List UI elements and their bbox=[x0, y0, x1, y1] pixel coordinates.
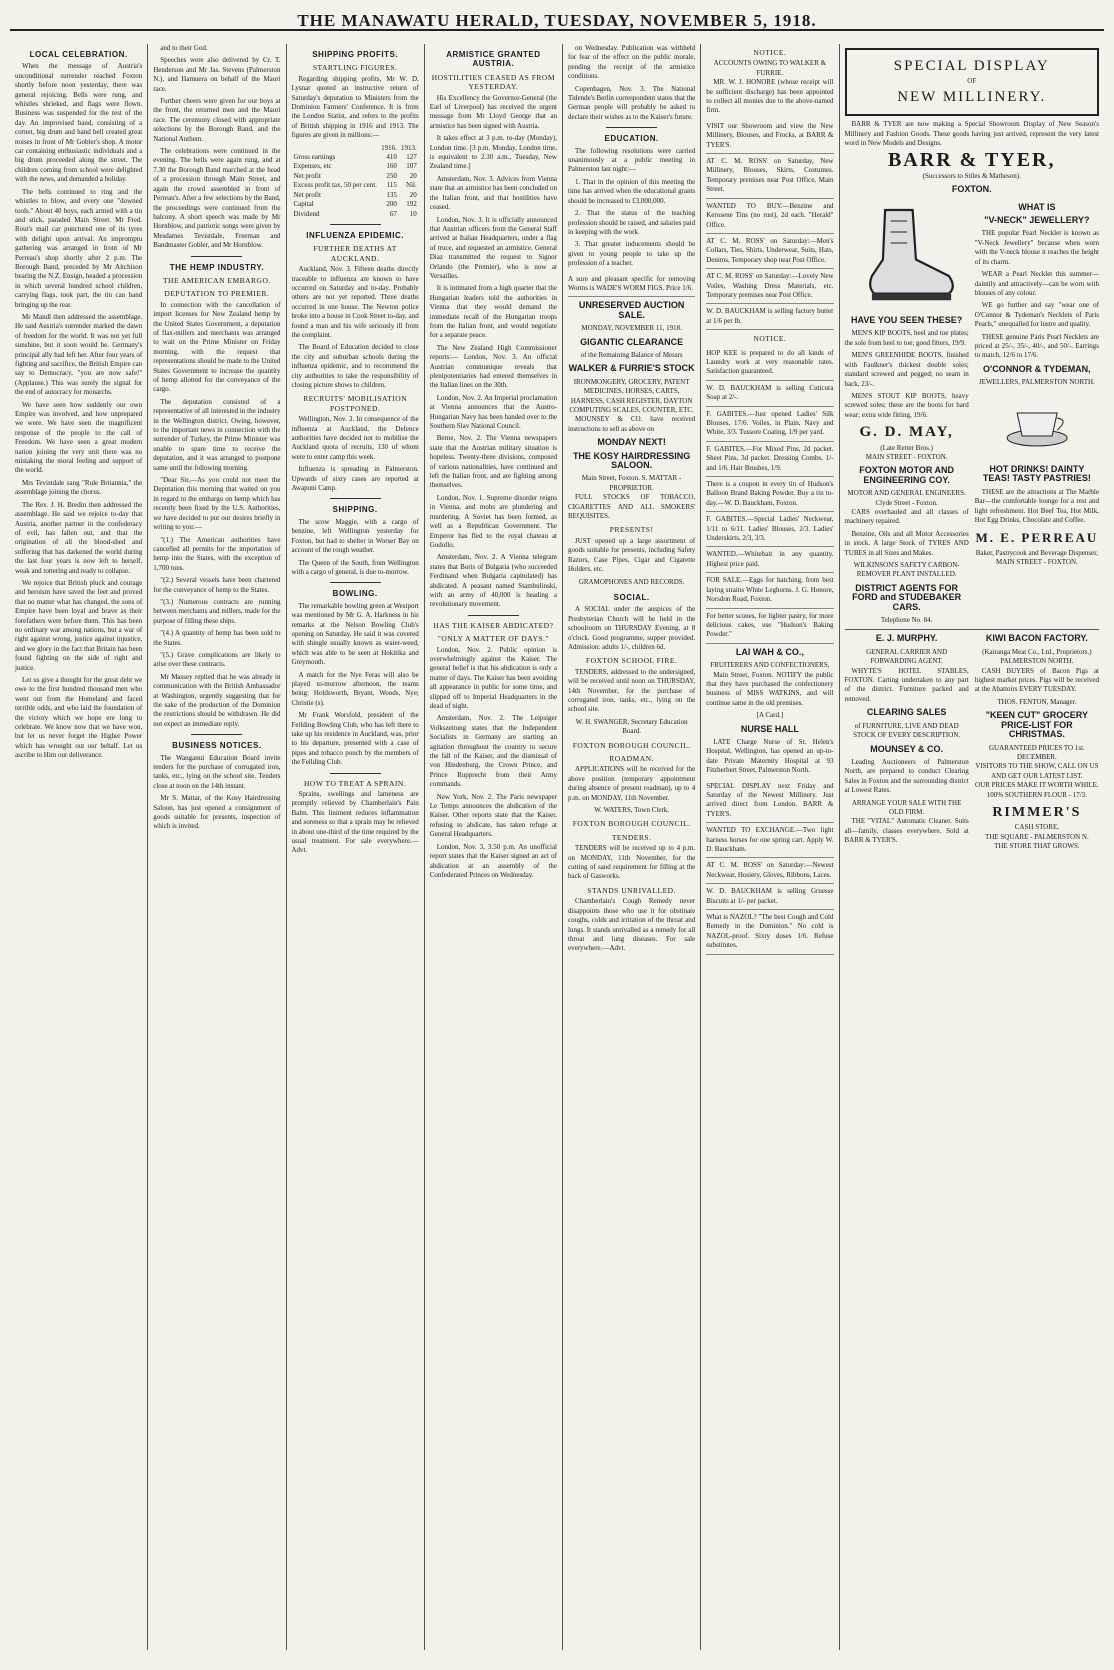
divider bbox=[468, 615, 519, 616]
paragraph: WHYTE'S HOTEL STABLES, FOXTON. Carting undertaken to any part of the district. Furniture packed and removed. bbox=[844, 666, 969, 703]
article-subheading: FURTHER DEATHS AT AUCKLAND. bbox=[313, 244, 397, 263]
table-cell: 67 bbox=[389, 209, 397, 218]
paragraph: Regarding shipping profits, Mr W. D. Lysnar quoted an instructive return of Saturday's deputation to Ministers from the Dominion Farmers' Conference. It is from the London Statist, and refers to the profits of British shipping in 1916 and 1913. The figures are given in millions:— bbox=[291, 74, 419, 140]
boot-icon bbox=[845, 199, 969, 309]
classified-ad: HOP KEE is prepared to do all kinds of Laundry work at very reasonable rates. Satisfaction guaranteed. bbox=[706, 346, 833, 381]
article-subheading: "ONLY A MATTER OF DAYS." bbox=[437, 634, 549, 644]
table-cell: 127 bbox=[406, 153, 417, 162]
table-cell: Excess profit tax, 50 per cent. bbox=[293, 181, 377, 190]
signature: W. H. SWANGER, Secretary Education Board. bbox=[575, 717, 688, 736]
table-cell: Net profit bbox=[293, 171, 321, 180]
article-subheading: STARTLING FIGURES. bbox=[312, 63, 398, 73]
paragraph: London, Nov. 2. An Imperial proclamation at Vienna announces that the Austro-Hungarian Navy has been handed over to the Southern Slav National Council. bbox=[429, 393, 557, 431]
divider bbox=[606, 127, 657, 128]
paragraph: "Dear Sir,—As you could not meet the Deputation this morning that waited on you in regard to the embargo on hemp which has recently been fixed by the U.S. Authorities, we have decided to put our desires briefly in writing to you:— bbox=[153, 476, 281, 532]
tea-cup-icon bbox=[975, 388, 1099, 458]
classified-ad: AT C. M. ROSS' on Saturday:—Men's Collars, Ties, Shirts, Underwear, Suits, Hats, Denims, Temporary shop near Post Office. bbox=[706, 234, 833, 269]
classified-ad: W. D. BAUCKHAM is selling Gruesse Biscuits at 1/- per packet. bbox=[706, 884, 833, 910]
article-subheading: HOSTILITIES CEASED AS FROM YESTERDAY. bbox=[431, 72, 555, 92]
article-subheading: PRESENTS! bbox=[609, 525, 654, 535]
table-cell: Nil. bbox=[406, 181, 417, 190]
paragraph: London, Nov. 3, 3.50 p.m. An unofficial report states that the Kaiser signed an act of abdication at an assembly of the Confederated Princes on Wednesday. bbox=[429, 842, 557, 879]
table-row bbox=[292, 181, 419, 190]
paragraph: Amsterdam, Nov. 2. A Vienna telegram states that Boris of Bulgaria (who succeeded Ferdinand when Bulgaria capitulated) has abdicated. A peasant named Stambulinski, with an army of 40,000 is heading a revolutionary movement. bbox=[429, 553, 557, 609]
auction-date: MONDAY, NOVEMBER 11, 1918. bbox=[581, 324, 682, 333]
classified-ad: W. D. BAUCKHAM is selling Cuticura Soap at 2/-. bbox=[706, 381, 833, 407]
telephone: Telephone No. 84. bbox=[880, 616, 933, 625]
laiwah-sub: FRUITERERS AND CONFECTIONERS, bbox=[710, 661, 830, 670]
arrange: ARRANGE YOUR SALE WITH THE OLD FIRM. bbox=[851, 798, 962, 816]
paragraph: THESE genuine Paris Pearl Necklets are priced at 25/-, 35/-, 40/-, and 50/-. Earrings to match, 12/6 to 17/6. bbox=[974, 332, 1099, 360]
paragraph: THESE are the attractions at The Marble Bar—the comfortable lounge for a rest and light refreshment. Hot Beef Tea, Hot Milk, Hot Egg Drinks, Chocolate and Coffee. bbox=[974, 487, 1099, 524]
article-subheading: NOTICE. bbox=[753, 334, 787, 344]
paragraph: CARS overhauled and all classes of machinery repaired. bbox=[844, 507, 969, 526]
kiwi-title: KIWI BACON FACTORY. bbox=[985, 633, 1088, 644]
paragraph: The deputation consisted of a representative of all interested in the industry in the Wellington district. Owing, however, to the important news in connection with the surrender of Turkey, the Prime Minister was unable to spare time to receive the deputation, and it was arranged to postpone same until the following morning. bbox=[153, 397, 281, 472]
article-subheading: TENDERS. bbox=[611, 832, 652, 842]
hot-drinks: HOT DRINKS! DAINTY TEAS! TASTY PASTRIES! bbox=[982, 463, 1091, 484]
column-2 bbox=[148, 44, 286, 1650]
of-label: OF bbox=[967, 77, 977, 86]
paragraph: TENDERS, addressed to the undersigned, will be received until noon on THURSDAY, 14th November, for the purchase of corrugated iron, tanks, etc., lying on the school site. bbox=[568, 667, 696, 714]
paragraph: Wellington, Nov. 3. In consequence of the influenza at Auckland, the Defence authorities have decided not to mobilise the Auckland quota of recruits, 130 of whom were to enter camp this week. bbox=[291, 415, 419, 461]
paragraph: Copenhagen, Nov. 3. The National Tidende's Berlin correspondent states that the German people will probably be asked to declare their wishes as to the Kaiser's future. bbox=[568, 84, 696, 121]
paragraph: The Rev. J. H. Bredin then addressed the assemblage. He said we rejoice to-day that Austria, another partner in the confederacy of evil, has fallen out, and that the origination of all the blood-shed and suffering that has darkened the world during the last four years is now left to herself, weak and tottering and ready to collapse. bbox=[15, 500, 143, 575]
classified-ad: FOR SALE.—Eggs for hatching, from best laying strains White Leghorns. J. G. Honore, Norsdon Road, Foxton. bbox=[706, 573, 833, 608]
flour: 100% SOUTHERN FLOUR - 17/3. bbox=[986, 790, 1087, 799]
article-subheading: FOXTON BOROUGH COUNCIL. bbox=[572, 819, 691, 829]
paragraph: MEN'S KIP BOOTS, heel and toe plates; the sole from heel to toe; good fitters, 19/9. bbox=[844, 329, 969, 347]
article-subheading: ROADMAN. bbox=[609, 754, 654, 763]
classified-ad: WANTED.—Whitebait in any quantity. Highest price paid. bbox=[706, 547, 833, 573]
may-title: G. D. MAY, bbox=[859, 424, 954, 441]
paragraph: BARR & TYER are now making a Special Showroom Display of New Season's Millinery and Fashion Goods. These goods having just arrived, represent the very latest word in New Models and Designs. bbox=[844, 120, 1099, 148]
column-6 bbox=[701, 44, 839, 1650]
rimmer-address: THE SQUARE - PALMERSTON N. bbox=[985, 832, 1089, 841]
paragraph: Chamberlain's Cough Remedy never disappoints those who use it for obstinate coughs, colds and irritation of the throat and lungs. It stands unrivalled as a remedy for all throat and lung diseases. For sale everywhere.—Advt. bbox=[568, 897, 696, 953]
table-cell: Expenses, etc bbox=[293, 162, 332, 171]
table-header-row bbox=[292, 144, 419, 153]
prices: OUR PRICES MAKE IT WORTH WHILE. bbox=[975, 781, 1099, 790]
paragraph: The scow Maggie, with a cargo of benzine, left Wellington yesterday for Foxton, but had to shelter in Worser Bay on account of the rough weather. bbox=[291, 517, 419, 555]
paragraph: 2. That the status of the teaching profession should be raised, and salaries paid in keeping with the work. bbox=[568, 209, 696, 236]
table-header-cell: 1913. bbox=[401, 143, 417, 152]
perreau-sub: Baker, Pastrycook and Beverage Dispenser, bbox=[975, 548, 1099, 557]
barr-tyer-title: BARR & TYER, bbox=[887, 149, 1056, 172]
paragraph: A SOCIAL under the auspices of the Presbyterian Church will be held in the schoolroom on THURSDAY Evening, at 8 o'clock. Good programme, supper provided. Admission: adults 1/-, children 6d. bbox=[568, 605, 696, 651]
paragraph: THE "VITAL" Automatic Cleaner. Suits all—family, classes everywhere. Sold at BARR & TYER'S. bbox=[844, 817, 969, 845]
card-label: [A Card.] bbox=[756, 711, 784, 720]
classified-ad: SPECIAL DISPLAY next Friday and Saturday of the Newest Millinery. Just arrived direct from London. BARR & TYER'S. bbox=[706, 779, 833, 824]
clearance-sub: of the Remaining Balance of Messrs bbox=[580, 350, 683, 359]
classified-ad: WANTED TO BUY.—Benzine and Kerosene Tins (no rust), 2d each. "Herald" Office. bbox=[706, 199, 833, 234]
article-heading: LOCAL CELEBRATION. bbox=[29, 50, 128, 59]
divider bbox=[330, 498, 381, 499]
paragraph: Leading Auctioneers of Palmerston North, are prepared to conduct Clearing Sales in Foxton and the surrounding district at Lowest Rates. bbox=[844, 757, 969, 795]
perreau-title: M. E. PERREAU bbox=[975, 530, 1099, 546]
signature: W. WATERS, Town Clerk. bbox=[594, 806, 670, 815]
classified-ad: There is a coupon in every tin of Hudson's Balloon Brand Baking Powder. Buy a tin to-day.—W. D. Bauckham, Foxton. bbox=[706, 477, 833, 512]
article-heading: BUSINESS NOTICES. bbox=[172, 741, 262, 751]
barr-town: FOXTON. bbox=[951, 184, 992, 195]
paragraph: THE popular Pearl Necklet is known as "V-Neck Jewellery" because when worn with the V-neck blouse it reaches the height of its charm. bbox=[974, 229, 1099, 266]
table-cell: Dividend bbox=[293, 209, 320, 218]
seen-heading: HAVE YOU SEEN THESE? bbox=[851, 315, 963, 326]
paragraph: "(5.) Grave complications are likely to arise over these contracts. bbox=[153, 650, 281, 669]
table-cell: 200 bbox=[386, 200, 397, 209]
table-cell: 20 bbox=[409, 171, 417, 180]
paragraph: We have seen how suddenly our own Empire was involved, and how unprepared we were. We have seen the magnificent response of the people to the call of Freedom. We have seen a great modern nation joining the very unit there was no mistaking the moral feeling and support of the world. bbox=[15, 400, 143, 475]
table-header-cell bbox=[292, 144, 380, 153]
what-is: WHAT IS bbox=[1018, 201, 1056, 212]
classified-ad: VISIT our Showroom and view the New Millinery, Blouses, and Frocks, at BARR & TYER'S. bbox=[706, 119, 833, 154]
article-subheading: HOW TO TREAT A SPRAIN. bbox=[304, 778, 407, 788]
classified-ad: F. GABITES.—For Mixed Pins, 2d packet. Sheet Pins, 3d packet. Dressing Combs, 1/- and 1/6. Hair Brushes, 1/9. bbox=[706, 442, 833, 477]
article-heading: ARMISTICE GRANTED AUSTRIA. bbox=[446, 50, 541, 69]
table-row bbox=[292, 191, 419, 200]
paragraph: We rejoice that British pluck and courage and heroism have saved the feet and proved that no matter what has changed, the sons of Empire have been loyal and brave as their forefathers were before them. This has been no ordinary war among nations, but a war of right against wrong, justice against injustice, and we glory in the fact that Britain has been found fighting on the side of right and justice. bbox=[15, 578, 143, 672]
murphy-ad bbox=[845, 630, 969, 851]
classified-ad: AT C. M. ROSS' on Saturday:—Lovely New Voiles, Washing Dress Materials, etc. Temporary premises near Post Office. bbox=[706, 269, 833, 304]
table-row bbox=[292, 210, 419, 219]
article-heading: SOCIAL. bbox=[613, 592, 650, 602]
table-cell: 135 bbox=[386, 190, 397, 199]
table-cell: Capital bbox=[293, 200, 314, 209]
store-grows: THE STORE THAT GROWS. bbox=[994, 842, 1080, 851]
paragraph: The remarkable bowling green at Westport was mentioned by Mr G. A. Harkness in his remarks at the Nelson Bowling Club's opening on Saturday. He said it was covered with shingle usually known as water-weed, which was able to be seen at Hokitika and Greymouth. bbox=[291, 601, 419, 667]
paragraph: and to their God. bbox=[160, 44, 208, 52]
motor-sub: MOTOR AND GENERAL ENGINEERS. bbox=[847, 489, 966, 498]
article-heading: SHIPPING PROFITS. bbox=[312, 50, 399, 59]
paragraph: Further cheers were given for our boys at the front, the returned men and the Maori race. The ceremony closed with appropriate selections by the Borough Band, and the National Anthem. bbox=[153, 97, 281, 143]
carbon-remover: WILKINSON'S SAFETY CARBON-REMOVER PLANT INSTALLED. bbox=[853, 561, 960, 579]
ad-row bbox=[845, 199, 1100, 626]
table-row bbox=[292, 200, 419, 209]
gramophones: GRAMOPHONES AND RECORDS. bbox=[578, 577, 685, 586]
oconnor-title: O'CONNOR & TYDEMAN, bbox=[983, 363, 1091, 374]
table-header-cell: 1916. bbox=[381, 143, 397, 152]
article-heading: SHIPPING. bbox=[332, 505, 378, 515]
table-cell: Net profit bbox=[293, 190, 321, 199]
kiwi-town: PALMERSTON NORTH. bbox=[1000, 657, 1074, 666]
paragraph: Influenza is spreading in Palmerston. Upwards of sixty cases are reported at Awapuni Camp. bbox=[291, 465, 419, 493]
article-subheading: FOXTON SCHOOL FIRE. bbox=[585, 656, 678, 666]
millinery-ad bbox=[845, 48, 1100, 116]
paragraph: When the message of Austria's unconditional surrender reached Foxton shortly before noon yesterday, there was general rejoicing. Bells were rung, and whistles shrieked, and flags were flown. Business was suspended for the rest of the day. An improvised band, consisting of a cornet, big drum and hand bell created great noises in front of Mr Gobler's shop. A motor car containing enthusiastic individuals and a big drum proceeded along the street. The children coming from school were delighted with the news, and demanded a holiday. bbox=[15, 62, 143, 184]
paragraph: Main Street, Foxton. NOTIFY the public that they have purchased the confectionery business of MISS WATKINS, and will continue same in the old premises. bbox=[706, 670, 834, 707]
paragraph: "(3.) Numerous contracts are running between merchants and millers, made for the purpose of filling these ships. bbox=[153, 597, 281, 625]
paragraph: Auckland, Nov. 3. Fifteen deaths directly traceable to influenza are known to have occurred on Saturday and to-day. Probably others are not yet reported. Three deaths occurred in one house. The Newton police broke into a house in Cook Street to-day, and found a man and his wife seriously ill from the complaint. bbox=[291, 265, 419, 339]
motor-address: Clyde Street - Foxton. bbox=[875, 498, 938, 507]
article-subheading: HAS THE KAISER ABDICATED? bbox=[433, 620, 554, 630]
paragraph: The Wanganui Education Board invite tenders for the purchase of corrugated iron, tanks, etc., lying on the school site. Tenders close at noon on the 14th instant. bbox=[153, 753, 281, 790]
newspaper-page bbox=[10, 10, 1104, 1650]
classified-ad: F. GABITES.—Special Ladies' Neckwear, 1/11 to 6/11. Ladies' Blouses, 2/3. Ladies' Underskirts, 2/3, 3/3. bbox=[706, 512, 833, 547]
clearing-heading: CLEARING SALES bbox=[866, 707, 947, 718]
paragraph: Sprains, swellings and lameness are promptly relieved by Chamberlain's Pain Balm. This liniment reduces inflammation and soreness so that a sprain may be relieved in about one-third of the time required by the usual treatment. For sale everywhere.—Advt. bbox=[291, 790, 419, 855]
jewellers: JEWELLERS, PALMERSTON NORTH. bbox=[978, 378, 1095, 387]
agents: DISTRICT AGENTS FOR FORD and STUDEBAKER CARS. bbox=[852, 582, 962, 612]
paragraph: MR. W. J. HONORE (whose receipt will be sufficient discharge) has been appointed to collect all monies due to the above-named firm. bbox=[706, 78, 834, 115]
murphy-sub: GENERAL CARRIER AND FORWARDING AGENT. bbox=[866, 647, 948, 666]
table-cell: 192 bbox=[406, 200, 417, 209]
article-subheading: FOXTON BOROUGH COUNCIL. bbox=[572, 740, 691, 750]
article-subheading: RECRUITS' MOBILISATION POSTPONED. bbox=[303, 394, 408, 413]
paragraph: Let us give a thought for the great debt we owe to the first hundred thousand men who went out from the Homeland and faced terrible odds, and who laid the foundation of the victory which we hope ere long to celebrate. We know now that we have won, but let us never forget the Higher Power which has wrought out our behalf. Let us ascribe to Him our deliverance. bbox=[15, 676, 143, 760]
firm-name: WALKER & FURRIE'S STOCK bbox=[568, 363, 695, 374]
paragraph: It is intimated from a high quarter that the Hungarian leaders told the authorities in Vienna that they would demand the immediate recall of the Hungarian troops from the Italian front, and would negotiate for a separate peace. bbox=[429, 284, 557, 340]
paragraph: Mr S. Mattar, of the Kosy Hairdressing Saloon, has just opened a consignment of goods suitable for presents, inspection of which is invited. bbox=[153, 794, 281, 831]
paragraph: Berne, Nov. 2. The Vienna newspapers state that the Austrian military situation is hopeless. Twenty-three divisions, composed of various nationalities, have continued and left the Italian front, and are fighting among themselves. bbox=[429, 434, 557, 490]
paragraph: WEAR a Pearl Necklet this summer—daintily and attractively—can be worn with blouses of any colour. bbox=[974, 270, 1099, 297]
column-5 bbox=[563, 44, 701, 1650]
article-subheading: THE AMERICAN EMBARGO. bbox=[162, 275, 271, 285]
paragraph: In connection with the cancellation of import licenses for New Zealand hemp by the United States Government, a deputation of flax-millers and merchants was arranged to wait on the Prime Minister on Friday morning, with the request that representations should be made to the United States Government to increase the quantity of hemp allotted for the conveyance of the cargo. bbox=[153, 300, 281, 394]
paragraph: MEN'S STOUT KIP BOOTS, heavy screwed soles; these are the boots for hard wear; extra wide fitting, 19/6. bbox=[844, 391, 969, 419]
table-cell: 410 bbox=[386, 153, 397, 162]
paragraph: New York, Nov. 2. The Paris newspaper Le Temps announces the abdication of the Kaiser. Other reports state that the Kaiser, refusing to abdicate, has taken refuge at General Headquarters. bbox=[429, 792, 557, 839]
article-subheading: DEPUTATION TO PREMIER. bbox=[164, 289, 270, 299]
profits-table bbox=[292, 144, 419, 219]
clearance-heading: GIGANTIC CLEARANCE bbox=[580, 336, 684, 347]
paragraph: The Queen of the South, from Wellington with a cargo of general, is due to-morrow. bbox=[291, 558, 419, 576]
classified-ad: What is NAZOL? "The best Cough and Cold Remedy in the Dominion." No cold is NAZOL-proof. Sixty doses 1/6. Refuse substitutes. bbox=[706, 910, 833, 955]
paragraph: Benzine, Oils and all Motor Accessories in stock. A large Stock of TYRES AND TUBES in all Sizes and Makes. bbox=[844, 529, 969, 557]
paragraph: His Excellency the Governor-General (the Earl of Liverpool) has received the urgent message from Mr Lloyd George that an armistice has been signed with Austria. bbox=[429, 93, 557, 130]
paragraph: LATE Charge Nurse of St. Helen's Hospital, Wellington, has opened an up-to-date Private Maternity Hospital at 93 Fitzherbert Street, Palmerston North. bbox=[706, 737, 834, 775]
paragraph: It takes effect at 3 p.m. to-day (Monday), London time. [3 p.m. Monday, London time, is equivalent to 2.30 a.m., Tuesday, New Zealand time.] bbox=[429, 134, 557, 171]
nurse-heading: NURSE HALL bbox=[740, 723, 799, 734]
millinery-title: NEW MILLINERY. bbox=[897, 88, 1047, 105]
vneck-title: "V-NECK" JEWELLERY? bbox=[984, 215, 1090, 226]
paragraph: APPLICATIONS will be received for the above position (temporary appointment during absence of present roadman), up to 4 p.m. on MONDAY, 11th November. bbox=[568, 765, 696, 802]
clearance-items: IRONMONGERY, GROCERY, PATENT MEDICINES, HORSES, CARTS, HARNESS, CASH REGISTER, DAYTON COMPUTING SCALES, COUNTER, ETC. bbox=[569, 377, 694, 414]
paragraph: London, Nov. 3. It is officially announced that Austrian officers from the General Staff arrived at Italian Headquarters, under a flag of truce, and requested an armistice. General Diaz transmitted the request to Signor Orlando (the Premier), who is now at Versailles. bbox=[429, 215, 557, 280]
table-row bbox=[292, 172, 419, 181]
paragraph: London, Nov. 1. Supreme disorder reigns in Vienna, and mobs are plundering and murdering. A Soviet has been formed, as well as a Republican Government. The Emperor has fled to the royal chateau at Godollo. bbox=[429, 493, 557, 549]
table-cell: 20 bbox=[409, 190, 417, 199]
article-heading: EDUCATION. bbox=[604, 134, 659, 144]
divider bbox=[191, 734, 242, 735]
auction-heading: UNRESERVED AUCTION SALE. bbox=[578, 300, 685, 320]
clearing-text: of FURNITURE, LIVE AND DEAD STOCK OF EVERY DESCRIPTION. bbox=[853, 721, 961, 740]
paragraph: JUST opened up a large assortment of goods suitable for presents, including Safety Razors, Case Pipes, Cigar and Cigarette Holders, etc. bbox=[568, 536, 696, 574]
visitors: VISITORS TO THE SHOW, CALL ON US AND GET OUR LATEST LIST. bbox=[975, 762, 1099, 780]
worm-figs-ad: A sure and pleasant specific for removing Worms is WADE'S WORM FIGS. Price 1/6. bbox=[568, 272, 695, 298]
paragraph: "(2.) Several vessels have been chartered for the conveyance of hemp to the States. bbox=[153, 576, 281, 594]
article-subheading: STANDS UNRIVALLED. bbox=[587, 885, 676, 895]
article-heading: INFLUENZA EPIDEMIC. bbox=[306, 230, 404, 240]
table-cell: 250 bbox=[386, 171, 397, 180]
table-row bbox=[292, 162, 419, 171]
classified-ad: For better scones, for lighter pastry, for more delicious cakes, use "Hudson's Baking Powder." bbox=[706, 609, 833, 644]
paragraph: MOUNSEY & CO. have received instructions to sell as above on bbox=[568, 415, 696, 433]
paragraph: A match for the Nye Feras will also be played to-morrow afternoon, the teams being: Holdsworth, Bryant, Woods, Nye; Christie (s). bbox=[291, 670, 419, 707]
laiwah-heading: LAI WAH & CO., bbox=[735, 646, 804, 657]
paragraph: The New Zealand High Commissioner reports:— London, Nov. 3. An official Austrian communique reveals that plenipotentiaries had entered themselves in the Italian lines on the 30th. bbox=[429, 343, 557, 390]
jewellery-ad bbox=[975, 199, 1099, 626]
column-3 bbox=[287, 44, 425, 1650]
paragraph: "(4.) A quantity of hemp has been sold to the States. bbox=[153, 629, 281, 647]
paragraph: Amsterdam, Nov. 3. Advices from Vienna state that an armistice has been concluded on the Italian front, and that hostilities have ceased. bbox=[429, 174, 557, 212]
table-cell: 107 bbox=[406, 162, 417, 171]
guaranteed: GUARANTEED PRICES TO 1st. DECEMBER. bbox=[988, 743, 1085, 761]
rimmer-sub: CASH STORE, bbox=[1014, 823, 1059, 832]
mounsey-title: MOUNSEY & CO. bbox=[870, 743, 944, 754]
murphy-title: E. J. MURPHY. bbox=[875, 633, 938, 644]
table-cell: 115 bbox=[386, 181, 397, 190]
divider bbox=[330, 224, 381, 225]
paragraph: CASH BUYERS of Bacon Pigs at highest market prices. Pigs will be received at the Abattoirs EVERY TUESDAY. bbox=[974, 666, 1099, 694]
perreau-address: MAIN STREET - FOXTON. bbox=[995, 558, 1078, 567]
classified-ad: AT C. M. ROSS' on Saturday, New Millinery, Blouses, Skirts, Costumes. Temporary premises near Post Office, Main Street. bbox=[706, 154, 833, 199]
accounts-heading: ACCOUNTS OWING TO WALKER & FURRIE. bbox=[713, 59, 827, 77]
kosy-sub: Main Street, Foxton. S. MATTAR - PROPRIETOR. bbox=[581, 474, 682, 492]
manager: THOS. FENTON, Manager. bbox=[997, 697, 1077, 706]
paragraph: The celebrations were continued in the evening. The bells were again rung, and at 7.30 the Borough Band marched at the head of a procession through Main Street, and again the crowd assembled in front of Perreau's. After a few selections by the Band, the proceedings were continued from the balcony. A short speech was made by Mr Hornblow, and patriotic songs were given by Mesdames Tevistdale, Freeman and Bandmaster Gobler, and Mr Hornblow. bbox=[153, 147, 281, 250]
paragraph: Mr Mandl then addressed the assemblage. He said Austria's surrender marked the dawn of freedom for the world. It was not yet full sunshine, but it soon would be. Germany's principal ally had left her. After four years of fighting and sacrifice, the British Empire can say to Democracy, "you are now safe!" (Applause.) This was surely the signal for the end of autocracy for monarchs. bbox=[15, 312, 143, 397]
barr-sub: (Successors to Stiles & Matheson). bbox=[922, 171, 1021, 180]
paragraph: The following resolutions were carried unanimously at a public meeting in Palmerston last night:— bbox=[568, 146, 696, 174]
article-heading: THE HEMP INDUSTRY. bbox=[169, 262, 265, 272]
paragraph: Speeches were also delivered by Cr. T. Henderson and Mr Jas. Stevens (Palmerston N.), and Hamuera on behalf of the Maori race. bbox=[153, 56, 281, 93]
special-display-title: SPECIAL DISPLAY bbox=[893, 58, 1050, 74]
divider bbox=[191, 256, 242, 257]
paragraph: The bells continued to ring and the whistles to blow, and every one "downed tools." About 40 boys, each armed with a tin and stick, paraded Main Street. Mr Fred. Rout's mail car punctured one of its tyres with delight upon arrival. An impromptu gathering was arranged in front of Mr Perreau's shop shortly after 2 p.m. The Borough Band, preceded by Mr Aitchison bearing the N.Z. Ensign, headed a procession in which several hundred school children, carrying flags, took part, the tin can band bringing up the rear. bbox=[15, 187, 143, 309]
paragraph: TENDERS will be received up to 4 p.m. on MONDAY, 11th November, for the cutting of sand requirement for filling at the back of Gasworks. bbox=[568, 844, 696, 881]
table-cell: Gross earnings bbox=[293, 153, 336, 162]
paragraph: 1. That in the opinion of this meeting the time has arrived when the educational grants should be increased to £3,000,000. bbox=[568, 177, 696, 205]
keen-cut: "KEEN CUT" GROCERY PRICE-LIST FOR CHRISTMAS. bbox=[985, 710, 1088, 740]
paragraph: "(1.) The American authorities have cancelled all permits for the importation of hemp into the States, with the exception of 1,700 tons. bbox=[153, 535, 281, 572]
may-sub: (Late Retter Bros.) bbox=[880, 443, 933, 452]
monday-next: MONDAY NEXT! bbox=[597, 437, 666, 448]
masthead: THE MANAWATU HERALD, TUESDAY, NOVEMBER 5, 1918. bbox=[10, 10, 1104, 31]
paragraph: WE go further and say "wear one of O'Connor & Tydeman's Necklets of Paris Pearls," unequalled for lustre and quality. bbox=[974, 301, 1099, 329]
ad-row bbox=[845, 629, 1100, 851]
paragraph: FULL STOCKS OF TOBACCO, CIGARETTES AND ALL SMOKERS' REQUISITES. bbox=[568, 493, 696, 521]
table-cell: 160 bbox=[386, 162, 397, 171]
divider bbox=[330, 773, 381, 774]
paragraph: on Wednesday. Publication was withheld for fear of the effect on the public morale, pending the receipt of the armistice conditions. bbox=[568, 44, 696, 81]
table-cell: 10 bbox=[409, 209, 417, 218]
boots-ad bbox=[845, 199, 969, 626]
rimmer-title: RIMMER'S bbox=[992, 804, 1082, 820]
column-7 bbox=[840, 44, 1105, 1650]
divider bbox=[330, 582, 381, 583]
paragraph: Amsterdam, Nov. 2. The Leipsiger Volkszeitung states that the Independent Socialists in Germany are starting an agitation throughout the country to secure the fall of the Kaiser, and the dismissal of von Hindenburg, the Crown Prince, and Prince Rupprecht from their Army commands. bbox=[429, 714, 557, 789]
kosy-heading: THE KOSY HAIRDRESSING SALOON. bbox=[572, 450, 691, 471]
article-subheading: NOTICE. bbox=[753, 48, 787, 57]
article-heading: BOWLING. bbox=[332, 589, 378, 599]
classified-ad: W. D. BAUCKHAM is selling factory butter at 1/6 per lb. bbox=[706, 304, 833, 330]
may-address: MAIN STREET - FOXTON. bbox=[865, 452, 948, 461]
columns bbox=[10, 44, 1104, 1650]
motor-heading: FOXTON MOTOR AND ENGINEERING COY. bbox=[859, 465, 955, 485]
classified-ad: WANTED TO EXCHANGE.—Two light harness horses for one spring cart. Apply W. D. Bauckham. bbox=[706, 823, 833, 858]
paragraph: Mr Frank Worsfold, president of the Feilding Bowling Club, who has left there to take up his residence in Auckland, was, prior to his departure, presented with a case of pipes and tobacco pouch by the members of the Feilding Club. bbox=[291, 711, 419, 767]
column-1 bbox=[10, 44, 148, 1650]
kiwi-ad bbox=[975, 630, 1099, 851]
paragraph: Mr Massey replied that he was already in communication with the British Ambassador at Washington, urgently suggesting that for the sake of the production of the Dominion the restrictions should be withdrawn. He did not expect an immediate reply. bbox=[153, 672, 281, 728]
paragraph: MEN'S GREENHIDE BOOTS, finished with Faulkner's thickest double soles; standard screwed and pegged; no seam in back, 23/-. bbox=[844, 351, 969, 388]
paragraph: London, Nov. 2. Public opinion is overwhelmingly against the Kaiser. The general belief is that his abdication is only a matter of days. The Kaiser has been avoiding all appearance in public for some time, and slipped off to Imperial Headquarters in the dead of night. bbox=[429, 645, 557, 710]
classified-ad: AT C. M. ROSS' on Saturday:—Newest Neckwear, Hosiery, Gloves, Ribbons, Laces. bbox=[706, 858, 833, 884]
table-row bbox=[292, 153, 419, 162]
paragraph: The Board of Education decided to close the city and suburban schools during the influenza epidemic, and to recommend the city authorities to take the responsibility of closing picture shows to children. bbox=[291, 343, 419, 389]
column-4 bbox=[425, 44, 563, 1650]
classified-ad: F. GABITES.—Just opened Ladies' Silk Blouses, 17/6. Voiles, in Plain, Navy and White, 3/3. Tussore Coating, 1/9 per yard. bbox=[706, 407, 833, 442]
paragraph: 3. That greater inducements should be given to young people to take up the profession of a teacher. bbox=[568, 240, 696, 268]
paragraph: Mrs Tevistdale sang "Rule Britannia," the assemblage joining the chorus. bbox=[15, 478, 143, 497]
kiwi-sub: (Kairanga Meat Co., Ltd., Proprietors.) bbox=[982, 647, 1092, 656]
